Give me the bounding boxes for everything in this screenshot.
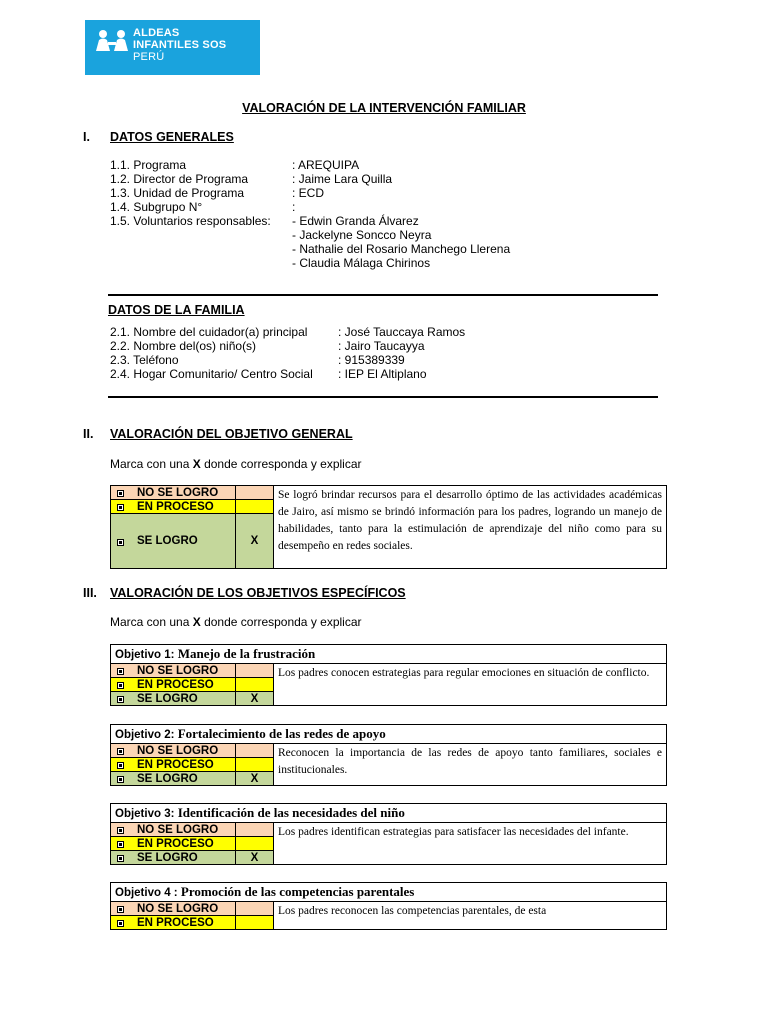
- mark-cell: X: [236, 692, 274, 706]
- objective-description: Los padres conocen estrategias para regular emociones en situación de conflicto.: [274, 664, 667, 706]
- logo-line-3: PERÚ: [133, 51, 165, 63]
- status-label: NO SE LOGRO: [137, 744, 219, 757]
- mark-cell: [236, 837, 274, 851]
- instruction-pre: Marca con una: [110, 457, 193, 471]
- row-label: 1.2. Director de Programa: [110, 172, 249, 186]
- objective-name: Fortalecimiento de las redes de apoyo: [174, 726, 386, 741]
- logo-line-2: INFANTILES SOS: [133, 39, 227, 51]
- divider: [108, 396, 658, 398]
- mark-cell: X: [236, 772, 274, 786]
- status-label: NO SE LOGRO: [137, 902, 219, 915]
- mark-cell: X: [236, 514, 274, 569]
- objective-header: [111, 804, 667, 823]
- checkbox-icon: [117, 682, 124, 689]
- status-en-proceso: [111, 758, 236, 772]
- row-value: : 915389339: [338, 353, 405, 367]
- row-label: 1.1. Programa: [110, 158, 187, 172]
- mark-cell: [236, 916, 274, 930]
- row-label: 1.5. Voluntarios responsables:: [110, 214, 271, 228]
- checkbox-icon: [117, 841, 124, 848]
- row-label: 2.4. Hogar Comunitario/ Centro Social: [110, 367, 313, 381]
- objective-name: Promoción de las competencias parentales: [177, 884, 415, 899]
- status-en-proceso: [111, 678, 236, 692]
- status-en-proceso: [111, 837, 236, 851]
- checkbox-icon: [117, 906, 124, 913]
- general-row: [110, 186, 325, 200]
- instruction-x: X: [192, 615, 201, 629]
- family-row: [110, 325, 466, 339]
- checkbox-icon: [117, 696, 124, 703]
- family-heading: [108, 303, 245, 317]
- status-label: SE LOGRO: [137, 851, 198, 864]
- status-label: NO SE LOGRO: [137, 664, 219, 677]
- general-row: [110, 158, 360, 172]
- family-title: DATOS DE LA FAMILIA: [108, 303, 245, 317]
- status-label: EN PROCESO: [137, 500, 214, 513]
- row-label: 1.3. Unidad de Programa: [110, 186, 245, 200]
- family-row: [110, 353, 405, 367]
- checkbox-icon: [117, 920, 124, 927]
- objective-table: [110, 644, 667, 706]
- checkbox-icon: [117, 827, 124, 834]
- checkbox-icon: [117, 539, 124, 546]
- status-no-logro: [111, 744, 236, 758]
- mark-cell: [236, 486, 274, 500]
- objective-label: Objetivo 1:: [115, 649, 175, 661]
- status-label: NO SE LOGRO: [137, 823, 219, 836]
- section-2-number: II.: [83, 427, 94, 441]
- checkbox-icon: [117, 504, 124, 511]
- status-se-logro: [111, 851, 236, 865]
- objective-label: Objetivo 3:: [115, 808, 175, 820]
- instruction-x: X: [192, 457, 201, 471]
- row-label: 2.1. Nombre del cuidador(a) principal: [110, 325, 308, 339]
- instruction-text: [110, 457, 362, 471]
- logo-line-1: ALDEAS: [133, 27, 180, 39]
- general-data-list: [110, 158, 511, 270]
- general-row: [110, 228, 432, 242]
- row-value: : IEP El Altiplano: [338, 367, 427, 381]
- section-3-title: VALORACIÓN DE LOS OBJETIVOS ESPECÍFICOS: [110, 586, 406, 600]
- section-1-number: I.: [83, 130, 90, 144]
- mark-cell: [236, 902, 274, 916]
- row-value: - Claudia Málaga Chirinos: [292, 256, 431, 270]
- row-value: - Jackelyne Soncco Neyra: [292, 228, 432, 242]
- row-value: - Nathalie del Rosario Manchego Llerena: [292, 242, 511, 256]
- section-1-title: DATOS GENERALES: [110, 130, 234, 144]
- objective-table: [110, 882, 667, 930]
- family-row: [110, 339, 425, 353]
- general-row: [110, 214, 419, 228]
- mark-cell: [236, 678, 274, 692]
- general-row: [110, 256, 431, 270]
- family-row: [110, 367, 427, 381]
- row-value: : Jairo Taucayya: [338, 339, 425, 353]
- status-label: EN PROCESO: [137, 678, 214, 691]
- status-se-logro: [111, 514, 236, 569]
- objective-name: Manejo de la frustración: [174, 646, 316, 661]
- objective-table: [110, 724, 667, 786]
- section-3-number: III.: [83, 586, 97, 600]
- status-label: SE LOGRO: [137, 535, 198, 547]
- objective-header: [111, 725, 667, 744]
- status-label: EN PROCESO: [137, 758, 214, 771]
- general-row: [110, 172, 393, 186]
- status-label: EN PROCESO: [137, 916, 214, 929]
- objective-name: Identificación de las necesidades del niño: [174, 805, 405, 820]
- row-value: : AREQUIPA: [292, 158, 360, 172]
- row-value: - Edwin Granda Álvarez: [292, 214, 419, 228]
- mark-cell: [236, 744, 274, 758]
- mark-cell: [236, 758, 274, 772]
- organization-logo: [85, 20, 260, 75]
- instruction-post: donde corresponda y explicar: [200, 615, 362, 629]
- checkbox-icon: [117, 762, 124, 769]
- objective-label: Objetivo 4 :: [115, 887, 178, 899]
- section-2-title: VALORACIÓN DEL OBJETIVO GENERAL: [110, 427, 353, 441]
- children-icon: [95, 29, 129, 53]
- status-se-logro: [111, 692, 236, 706]
- objective-label: Objetivo 2:: [115, 729, 175, 741]
- row-value: : José Tauccaya Ramos: [338, 325, 466, 339]
- mark-cell: [236, 664, 274, 678]
- checkbox-icon: [117, 668, 124, 675]
- mark-cell: [236, 500, 274, 514]
- row-value: : Jaime Lara Quilla: [292, 172, 393, 186]
- objective-header: [111, 645, 667, 664]
- objective-header: [111, 883, 667, 902]
- status-no-logro: [111, 664, 236, 678]
- row-label: 2.3. Teléfono: [110, 353, 179, 367]
- general-row: [110, 200, 296, 214]
- checkbox-icon: [117, 748, 124, 755]
- objective-description: Los padres identifican estrategias para satisfacer las necesidades del infante.: [274, 823, 667, 865]
- status-label: SE LOGRO: [137, 772, 198, 785]
- divider: [108, 294, 658, 296]
- mark-cell: [236, 823, 274, 837]
- checkbox-icon: [117, 855, 124, 862]
- checkbox-icon: [117, 776, 124, 783]
- row-value: : ECD: [292, 186, 325, 200]
- family-data-list: [110, 325, 466, 381]
- objective-table: [110, 803, 667, 865]
- objective-description: Reconocen la importancia de las redes de apoyo tanto familiares, sociales e institucionales.: [274, 744, 667, 786]
- instruction-pre: Marca con una: [110, 615, 193, 629]
- status-label: SE LOGRO: [137, 692, 198, 705]
- status-se-logro: [111, 772, 236, 786]
- objective-description: Los padres reconocen las competencias parentales, de esta: [274, 902, 667, 930]
- status-en-proceso: [111, 916, 236, 930]
- instruction-text: [110, 615, 362, 629]
- status-no-logro: [111, 486, 236, 500]
- row-value: :: [292, 200, 296, 214]
- row-label: 2.2. Nombre del(os) niño(s): [110, 339, 257, 353]
- mark-cell: X: [236, 851, 274, 865]
- general-objective-table: [110, 485, 667, 569]
- status-no-logro: [111, 823, 236, 837]
- status-label: NO SE LOGRO: [137, 486, 219, 499]
- objective-description: Se logró brindar recursos para el desarrollo óptimo de las actividades académicas de Jairo, así mismo se brindó información para los padres, logrando un manejo de habilidades, tanto para la estimulación de aprendizaje del niño como para su desempeño en redes sociales.: [274, 486, 667, 569]
- status-label: EN PROCESO: [137, 837, 214, 850]
- status-en-proceso: [111, 500, 236, 514]
- general-row: [110, 242, 511, 256]
- status-no-logro: [111, 902, 236, 916]
- checkbox-icon: [117, 490, 124, 497]
- document-title: VALORACIÓN DE LA INTERVENCIÓN FAMILIAR: [242, 101, 526, 115]
- instruction-post: donde corresponda y explicar: [200, 457, 362, 471]
- row-label: 1.4. Subgrupo N°: [110, 200, 203, 214]
